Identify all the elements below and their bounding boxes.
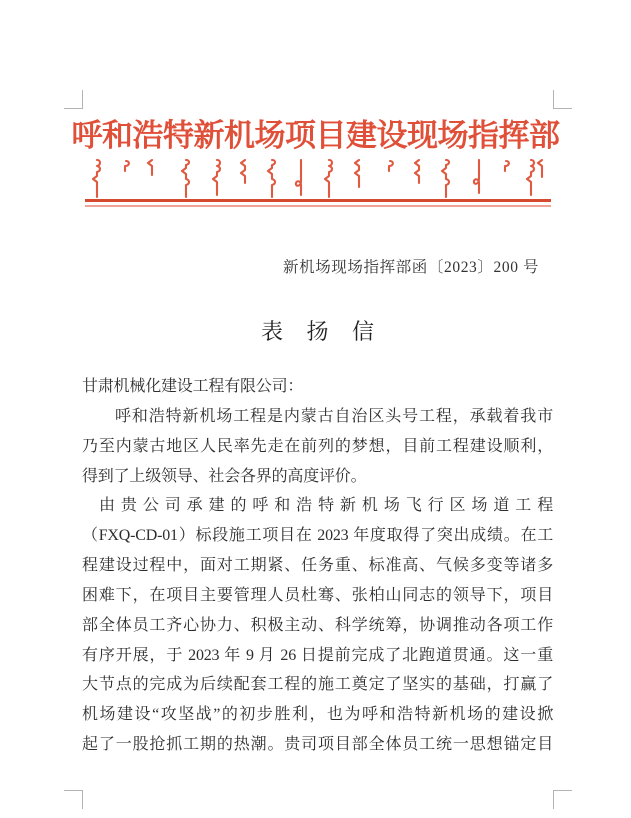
body-line: 起了一股抢抓工期的热潮。贵司项目部全体员工统一思想锚定目	[82, 736, 553, 754]
body-line: 呼和浩特新机场工程是内蒙古自治区头号工程，承载着我市	[115, 407, 553, 425]
masthead-org-title: 呼和浩特新机场项目建设现场指挥部	[71, 118, 560, 153]
masthead-rule-thick	[85, 199, 551, 202]
body-line-salutation: 甘肃机械化建设工程有限公司：	[82, 378, 304, 395]
letter-title: 表 扬 信	[260, 319, 383, 344]
body-line: 程建设过程中，面对工期紧、任务重、标准高、气候多变等诸多	[82, 557, 553, 575]
crop-mark-top-right	[553, 90, 572, 109]
letter-body	[82, 372, 553, 760]
crop-mark-bottom-right	[553, 790, 572, 809]
body-line: 乃至内蒙古地区人民率先走在前列的梦想，目前工程建设顺利，	[82, 437, 553, 455]
body-line: 部全体员工齐心协力、积极主动、科学统筹，协调推动各项工作	[82, 616, 553, 634]
masthead-rule-thin	[85, 205, 551, 207]
mongolian-script-icon	[88, 159, 546, 199]
document-number: 新机场现场指挥部函〔2023〕200 号	[283, 259, 540, 276]
body-line: 大节点的完成为后续配套工程的施工奠定了坚实的基础，打赢了	[82, 676, 553, 694]
body-line: 困难下，在项目主要管理人员杜骞、张柏山同志的领导下，项目	[82, 586, 553, 604]
body-line: 得到了上级领导、社会各界的高度评价。	[82, 467, 367, 485]
body-line: 机场建设“攻坚战”的初步胜利，也为呼和浩特新机场的建设掀	[82, 706, 553, 724]
body-line: （FXQ-CD-01）标段施工项目在 2023 年度取得了突出成绩。在工	[82, 527, 553, 545]
crop-mark-bottom-left	[64, 790, 83, 809]
body-line: 由贵公司承建的呼和浩特新机场飞行区场道工程	[99, 497, 553, 515]
body-line: 有序开展，于 2023 年 9 月 26 日提前完成了北跑道贯通。这一重	[82, 646, 553, 664]
crop-mark-top-left	[64, 90, 83, 109]
